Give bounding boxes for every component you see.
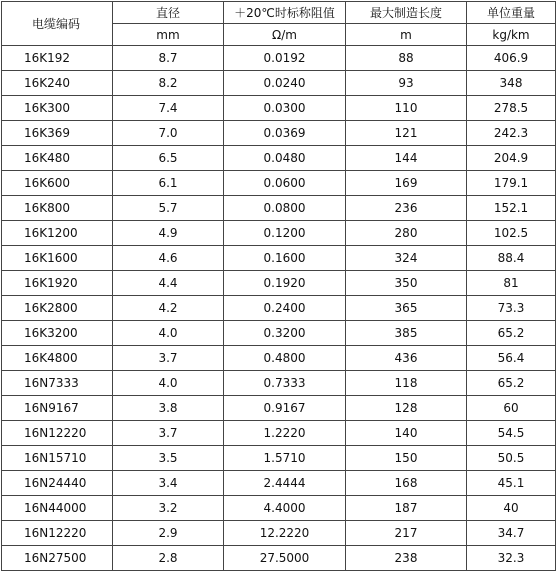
- resistance-cell: 0.4800: [224, 346, 346, 371]
- cable-code-cell: 16K192: [2, 46, 113, 71]
- table-row: [2, 121, 556, 146]
- diameter-cell: 2.8: [113, 546, 224, 571]
- resistance-cell: 0.0800: [224, 196, 346, 221]
- length-cell: 88: [346, 46, 467, 71]
- unit-resistance: Ω/m: [224, 24, 346, 46]
- unit-diameter: mm: [113, 24, 224, 46]
- resistance-cell: 12.2220: [224, 521, 346, 546]
- weight-cell: 406.9: [467, 46, 556, 71]
- header-cable-code: 电缆编码: [2, 2, 113, 46]
- cable-code-cell: 16N27500: [2, 546, 113, 571]
- resistance-cell: 1.5710: [224, 446, 346, 471]
- length-cell: 236: [346, 196, 467, 221]
- diameter-cell: 7.0: [113, 121, 224, 146]
- length-cell: 365: [346, 296, 467, 321]
- diameter-cell: 4.0: [113, 371, 224, 396]
- weight-cell: 34.7: [467, 521, 556, 546]
- length-cell: 150: [346, 446, 467, 471]
- table-row: [2, 471, 556, 496]
- cable-code-cell: 16K480: [2, 146, 113, 171]
- resistance-cell: 4.4000: [224, 496, 346, 521]
- weight-cell: 40: [467, 496, 556, 521]
- weight-cell: 102.5: [467, 221, 556, 246]
- diameter-cell: 2.9: [113, 521, 224, 546]
- table-row: [2, 171, 556, 196]
- weight-cell: 348: [467, 71, 556, 96]
- resistance-cell: 0.1600: [224, 246, 346, 271]
- diameter-cell: 6.5: [113, 146, 224, 171]
- length-cell: 436: [346, 346, 467, 371]
- diameter-cell: 3.2: [113, 496, 224, 521]
- header-unit-weight: 单位重量: [467, 2, 556, 24]
- length-cell: 350: [346, 271, 467, 296]
- length-cell: 217: [346, 521, 467, 546]
- cable-code-cell: 16K2800: [2, 296, 113, 321]
- length-cell: 93: [346, 71, 467, 96]
- unit-length: m: [346, 24, 467, 46]
- weight-cell: 204.9: [467, 146, 556, 171]
- weight-cell: 81: [467, 271, 556, 296]
- length-cell: 168: [346, 471, 467, 496]
- diameter-cell: 5.7: [113, 196, 224, 221]
- diameter-cell: 3.4: [113, 471, 224, 496]
- header-max-length: 最大制造长度: [346, 2, 467, 24]
- diameter-cell: 8.7: [113, 46, 224, 71]
- diameter-cell: 6.1: [113, 171, 224, 196]
- weight-cell: 50.5: [467, 446, 556, 471]
- resistance-cell: 0.1920: [224, 271, 346, 296]
- weight-cell: 73.3: [467, 296, 556, 321]
- table-row: [2, 371, 556, 396]
- resistance-cell: 0.0600: [224, 171, 346, 196]
- header-diameter: 直径: [113, 2, 224, 24]
- table-body: [2, 2, 556, 571]
- resistance-cell: 2.4444: [224, 471, 346, 496]
- length-cell: 121: [346, 121, 467, 146]
- table-row: [2, 396, 556, 421]
- cable-code-cell: 16N24440: [2, 471, 113, 496]
- cable-code-cell: 16N12220: [2, 521, 113, 546]
- length-cell: 144: [346, 146, 467, 171]
- cable-code-cell: 16N44000: [2, 496, 113, 521]
- resistance-cell: 0.9167: [224, 396, 346, 421]
- diameter-cell: 4.2: [113, 296, 224, 321]
- header-row: [2, 2, 556, 24]
- length-cell: 128: [346, 396, 467, 421]
- table-row: [2, 96, 556, 121]
- length-cell: 110: [346, 96, 467, 121]
- resistance-cell: 0.2400: [224, 296, 346, 321]
- weight-cell: 54.5: [467, 421, 556, 446]
- table-row: [2, 146, 556, 171]
- header-nominal-resistance: ＋20℃时标称阻值: [224, 2, 346, 24]
- table-row: [2, 296, 556, 321]
- table-row: [2, 446, 556, 471]
- cable-code-cell: 16N12220: [2, 421, 113, 446]
- table-row: [2, 321, 556, 346]
- cable-code-cell: 16K3200: [2, 321, 113, 346]
- cable-code-cell: 16N7333: [2, 371, 113, 396]
- diameter-cell: 3.7: [113, 346, 224, 371]
- length-cell: 238: [346, 546, 467, 571]
- table-row: [2, 221, 556, 246]
- cable-code-cell: 16K4800: [2, 346, 113, 371]
- cable-code-cell: 16K800: [2, 196, 113, 221]
- table-row: [2, 196, 556, 221]
- weight-cell: 152.1: [467, 196, 556, 221]
- table-row: [2, 521, 556, 546]
- cable-code-cell: 16K369: [2, 121, 113, 146]
- diameter-cell: 3.7: [113, 421, 224, 446]
- weight-cell: 60: [467, 396, 556, 421]
- length-cell: 385: [346, 321, 467, 346]
- weight-cell: 32.3: [467, 546, 556, 571]
- weight-cell: 179.1: [467, 171, 556, 196]
- table-row: [2, 271, 556, 296]
- resistance-cell: 0.0240: [224, 71, 346, 96]
- cable-code-cell: 16N9167: [2, 396, 113, 421]
- length-cell: 169: [346, 171, 467, 196]
- weight-cell: 242.3: [467, 121, 556, 146]
- cable-code-cell: 16K600: [2, 171, 113, 196]
- table-row: [2, 46, 556, 71]
- resistance-cell: 0.0192: [224, 46, 346, 71]
- resistance-cell: 27.5000: [224, 546, 346, 571]
- resistance-cell: 0.0480: [224, 146, 346, 171]
- cable-code-cell: 16K1200: [2, 221, 113, 246]
- cable-code-cell: 16K300: [2, 96, 113, 121]
- diameter-cell: 3.8: [113, 396, 224, 421]
- diameter-cell: 8.2: [113, 71, 224, 96]
- resistance-cell: 0.7333: [224, 371, 346, 396]
- table-row: [2, 346, 556, 371]
- resistance-cell: 0.0300: [224, 96, 346, 121]
- length-cell: 280: [346, 221, 467, 246]
- resistance-cell: 0.3200: [224, 321, 346, 346]
- diameter-cell: 4.4: [113, 271, 224, 296]
- table-row: [2, 421, 556, 446]
- cable-code-cell: 16K240: [2, 71, 113, 96]
- diameter-cell: 3.5: [113, 446, 224, 471]
- table-row: [2, 546, 556, 571]
- resistance-cell: 0.1200: [224, 221, 346, 246]
- table-row: [2, 246, 556, 271]
- resistance-cell: 0.0369: [224, 121, 346, 146]
- weight-cell: 65.2: [467, 321, 556, 346]
- cable-spec-table: [1, 1, 556, 571]
- unit-weight: kg/km: [467, 24, 556, 46]
- cable-code-cell: 16K1600: [2, 246, 113, 271]
- length-cell: 140: [346, 421, 467, 446]
- cable-code-cell: 16K1920: [2, 271, 113, 296]
- length-cell: 187: [346, 496, 467, 521]
- diameter-cell: 4.9: [113, 221, 224, 246]
- weight-cell: 88.4: [467, 246, 556, 271]
- resistance-cell: 1.2220: [224, 421, 346, 446]
- weight-cell: 65.2: [467, 371, 556, 396]
- table-row: [2, 496, 556, 521]
- diameter-cell: 4.0: [113, 321, 224, 346]
- diameter-cell: 7.4: [113, 96, 224, 121]
- length-cell: 118: [346, 371, 467, 396]
- table-row: [2, 71, 556, 96]
- weight-cell: 56.4: [467, 346, 556, 371]
- weight-cell: 278.5: [467, 96, 556, 121]
- cable-code-cell: 16N15710: [2, 446, 113, 471]
- length-cell: 324: [346, 246, 467, 271]
- weight-cell: 45.1: [467, 471, 556, 496]
- diameter-cell: 4.6: [113, 246, 224, 271]
